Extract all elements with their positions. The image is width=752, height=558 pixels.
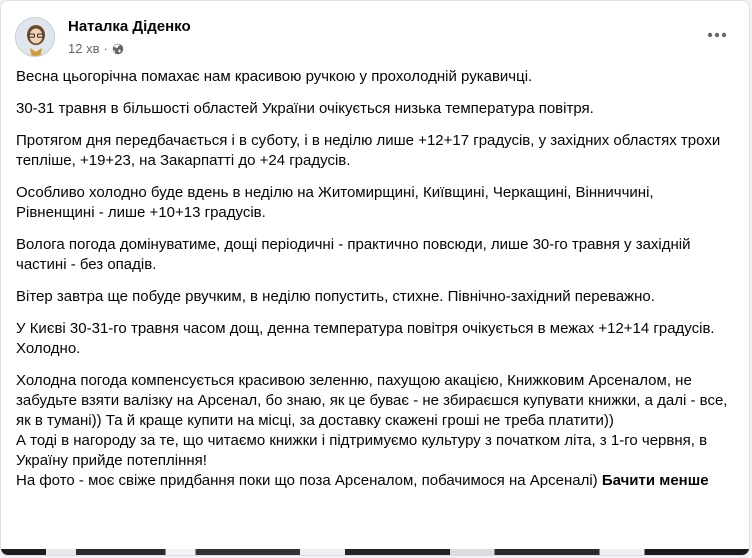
post-paragraph: Волога погода домінуватиме, дощі періодичні - практично повсюди, лише 30-го травня у західній частині - без опадів. — [16, 236, 691, 273]
avatar-image — [16, 18, 55, 57]
post-paragraph: Протягом дня передбачається і в суботу, і в неділю лише +12+17 градусів, у західних областях трохи тепліше, +19+23, на Закарпатті до +24 градусів. — [16, 132, 721, 169]
post-paragraph: У Києві 30-31-го травня часом дощ, денна температура повітря очікується в межах +12+14 градусів. Холодно. — [16, 320, 715, 357]
post-paragraph: А тоді в нагороду за те, що читаємо книжки і підтримуємо культуру з початком літа, з 1-го червня, в Україну прийде потепління! — [16, 432, 708, 469]
meta-separator: · — [103, 41, 108, 56]
post-time[interactable]: 12 хв — [68, 41, 100, 56]
see-less-link[interactable]: Бачити менше — [601, 472, 709, 489]
photo-preview-edge — [1, 549, 749, 555]
post-text — [16, 67, 736, 491]
post-header — [15, 15, 733, 59]
post-last-paragraph — [16, 471, 736, 491]
globe-icon[interactable] — [112, 43, 124, 55]
more-horizontal-icon — [707, 32, 727, 38]
post-paragraph: Особливо холодно буде вдень в неділю на Житомирщині, Київщині, Черкащині, Вінниччині, Рівненщині - лише +10+13 градусів. — [16, 184, 654, 221]
post-paragraph: Весна цьогорічна помахає нам красивою ручкою у прохолодній рукавичці. — [16, 68, 533, 85]
post-line: На фото - моє свіже придбання поки що поза Арсеналом, побачимося на Арсеналі) — [16, 472, 598, 489]
post-paragraph: 30-31 травня в більшості областей України очікується низька температура повітря. — [16, 100, 594, 117]
author-name[interactable]: Наталка Діденко — [68, 18, 191, 35]
post-meta — [68, 41, 124, 56]
more-options-button[interactable] — [701, 19, 733, 51]
post-paragraph: Вітер завтра ще побуде рвучким, в неділю попустить, стихне. Північно-західний переважно. — [16, 288, 655, 305]
avatar[interactable] — [15, 17, 55, 57]
post-paragraph: Холодна погода компенсується красивою зеленню, пахущою акацією, Книжковим Арсеналом, не забудьте взяти валізку на Арсенал, бо знаю, як це буває - не збираєшся купувати книжки, а далі - все, як в тумані)) Та й краще купити на місці, за доставку скажені гроші не треба платити)) — [16, 372, 728, 429]
